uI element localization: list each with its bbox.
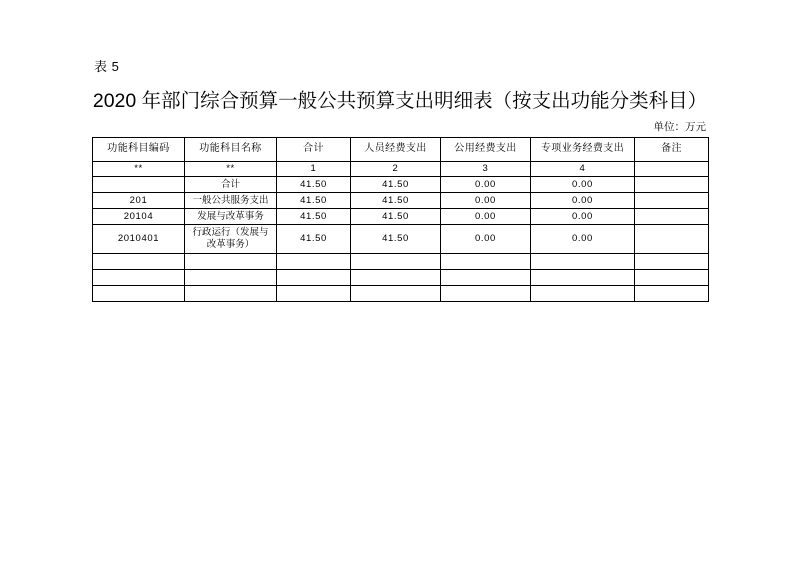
marker-cell-special: 4 xyxy=(531,162,635,177)
cell-code: 201 xyxy=(93,193,185,209)
table-row-empty xyxy=(93,270,709,286)
budget-table xyxy=(92,137,709,302)
cell-total xyxy=(277,286,351,302)
column-marker-row xyxy=(93,162,709,177)
header-cell-code: 功能科目编码 xyxy=(93,138,185,162)
cell-name-line1: 行政运行（发展与 xyxy=(192,227,269,239)
cell-personnel: 41.50 xyxy=(351,225,441,254)
unit-note: 单位：万元 xyxy=(653,121,706,133)
marker-cell-total: 1 xyxy=(277,162,351,177)
cell-personnel xyxy=(351,254,441,270)
cell-name xyxy=(185,286,277,302)
header-cell-special: 专项业务经费支出 xyxy=(531,138,635,162)
cell-name xyxy=(185,270,277,286)
cell-name-line2: 改革事务） xyxy=(206,239,255,250)
cell-name xyxy=(185,225,277,254)
cell-public: 0.00 xyxy=(441,193,531,209)
cell-public xyxy=(441,270,531,286)
cell-public: 0.00 xyxy=(441,225,531,254)
header-cell-total: 合计 xyxy=(277,138,351,162)
cell-personnel: 41.50 xyxy=(351,177,441,193)
table-header-row xyxy=(93,138,709,162)
cell-total: 41.50 xyxy=(277,193,351,209)
cell-code xyxy=(93,270,185,286)
table-row xyxy=(93,209,709,225)
cell-personnel xyxy=(351,270,441,286)
cell-personnel: 41.50 xyxy=(351,193,441,209)
cell-total xyxy=(277,270,351,286)
table-number-label: 表 5 xyxy=(94,59,120,74)
cell-total xyxy=(277,254,351,270)
header-cell-remark: 备注 xyxy=(635,138,709,162)
cell-remark xyxy=(635,177,709,193)
cell-name: 发展与改革事务 xyxy=(185,209,277,225)
header-cell-name: 功能科目名称 xyxy=(185,138,277,162)
marker-cell-code: ** xyxy=(93,162,185,177)
cell-special: 0.00 xyxy=(531,177,635,193)
marker-cell-remark xyxy=(635,162,709,177)
cell-special: 0.00 xyxy=(531,209,635,225)
cell-name xyxy=(185,254,277,270)
marker-cell-public: 3 xyxy=(441,162,531,177)
cell-code: 20104 xyxy=(93,209,185,225)
cell-public: 0.00 xyxy=(441,177,531,193)
cell-code xyxy=(93,177,185,193)
table-row xyxy=(93,225,709,254)
cell-personnel xyxy=(351,286,441,302)
cell-public xyxy=(441,254,531,270)
cell-remark xyxy=(635,209,709,225)
cell-remark xyxy=(635,286,709,302)
table-row-empty xyxy=(93,254,709,270)
table-row xyxy=(93,193,709,209)
cell-special xyxy=(531,286,635,302)
cell-personnel: 41.50 xyxy=(351,209,441,225)
cell-total: 41.50 xyxy=(277,209,351,225)
page-title: 2020 年部门综合预算一般公共预算支出明细表（按支出功能分类科目） xyxy=(92,90,708,112)
cell-special xyxy=(531,270,635,286)
cell-special: 0.00 xyxy=(531,193,635,209)
cell-special: 0.00 xyxy=(531,225,635,254)
cell-remark xyxy=(635,225,709,254)
cell-code xyxy=(93,286,185,302)
cell-total: 41.50 xyxy=(277,225,351,254)
marker-cell-personnel: 2 xyxy=(351,162,441,177)
cell-remark xyxy=(635,193,709,209)
cell-public xyxy=(441,286,531,302)
cell-special xyxy=(531,254,635,270)
header-cell-public: 公用经费支出 xyxy=(441,138,531,162)
cell-name: 合计 xyxy=(185,177,277,193)
cell-name: 一般公共服务支出 xyxy=(185,193,277,209)
cell-code: 2010401 xyxy=(93,225,185,254)
table-row-empty xyxy=(93,286,709,302)
cell-remark xyxy=(635,254,709,270)
cell-remark xyxy=(635,270,709,286)
cell-total: 41.50 xyxy=(277,177,351,193)
cell-public: 0.00 xyxy=(441,209,531,225)
table-row xyxy=(93,177,709,193)
marker-cell-name: ** xyxy=(185,162,277,177)
cell-code xyxy=(93,254,185,270)
header-cell-personnel: 人员经费支出 xyxy=(351,138,441,162)
